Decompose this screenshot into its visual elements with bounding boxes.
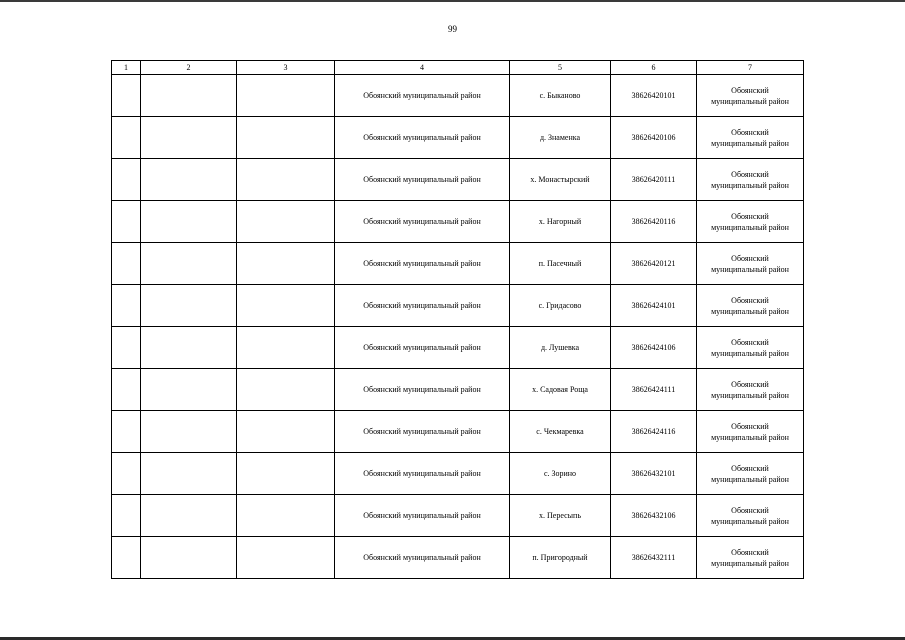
district-cell (697, 369, 804, 411)
oktmo-code-cell: 38626432101 (611, 453, 697, 495)
settlement-cell: с. Зорино (510, 453, 611, 495)
oktmo-code-cell: 38626432111 (611, 537, 697, 579)
district-line-2: муниципальный район (711, 432, 789, 442)
cell-col-3 (237, 117, 335, 159)
district-line-1: Обоянский (731, 169, 769, 179)
settlement-cell: х. Пересыпь (510, 495, 611, 537)
cell-col-3 (237, 369, 335, 411)
cell-col-1 (112, 201, 141, 243)
district-line-1: Обоянский (731, 421, 769, 431)
cell-col-2 (141, 159, 237, 201)
cell-col-3 (237, 411, 335, 453)
municipality-cell: Обоянский муниципальный район (335, 201, 510, 243)
settlement-cell: х. Монастырский (510, 159, 611, 201)
column-header-7: 7 (697, 61, 804, 75)
table-row (112, 327, 804, 369)
district-line-1: Обоянский (731, 295, 769, 305)
oktmo-code-cell: 38626420121 (611, 243, 697, 285)
district-cell (697, 159, 804, 201)
district-line-2: муниципальный район (711, 474, 789, 484)
district-line-2: муниципальный район (711, 516, 789, 526)
cell-col-1 (112, 75, 141, 117)
table-row (112, 117, 804, 159)
column-header-5: 5 (510, 61, 611, 75)
cell-col-2 (141, 537, 237, 579)
district-line-1: Обоянский (731, 547, 769, 557)
district-line-2: муниципальный район (711, 180, 789, 190)
table-row (112, 537, 804, 579)
oktmo-code-cell: 38626424116 (611, 411, 697, 453)
district-line-1: Обоянский (731, 337, 769, 347)
district-line-1: Обоянский (731, 463, 769, 473)
municipality-cell: Обоянский муниципальный район (335, 537, 510, 579)
district-line-2: муниципальный район (711, 222, 789, 232)
cell-col-2 (141, 327, 237, 369)
district-line-2: муниципальный район (711, 348, 789, 358)
cell-col-2 (141, 117, 237, 159)
table-row (112, 159, 804, 201)
district-line-1: Обоянский (731, 505, 769, 515)
oktmo-code-cell: 38626420111 (611, 159, 697, 201)
cell-col-3 (237, 285, 335, 327)
settlement-cell: х. Нагорный (510, 201, 611, 243)
cell-col-1 (112, 453, 141, 495)
district-cell (697, 201, 804, 243)
cell-col-1 (112, 411, 141, 453)
district-line-2: муниципальный район (711, 390, 789, 400)
settlement-cell: д. Знаменка (510, 117, 611, 159)
settlement-cell: д. Лушевка (510, 327, 611, 369)
municipality-cell: Обоянский муниципальный район (335, 411, 510, 453)
settlement-cell: п. Пасечный (510, 243, 611, 285)
cell-col-1 (112, 537, 141, 579)
settlement-cell: с. Гридасово (510, 285, 611, 327)
table-row (112, 453, 804, 495)
column-header-4: 4 (335, 61, 510, 75)
column-header-1: 1 (112, 61, 141, 75)
cell-col-1 (112, 327, 141, 369)
cell-col-3 (237, 201, 335, 243)
municipality-cell: Обоянский муниципальный район (335, 159, 510, 201)
municipality-cell: Обоянский муниципальный район (335, 327, 510, 369)
cell-col-1 (112, 495, 141, 537)
table-row (112, 75, 804, 117)
cell-col-2 (141, 75, 237, 117)
settlement-cell: п. Пригородный (510, 537, 611, 579)
column-header-6: 6 (611, 61, 697, 75)
page-number: 99 (448, 24, 457, 34)
district-line-2: муниципальный район (711, 96, 789, 106)
cell-col-3 (237, 75, 335, 117)
table-row (112, 495, 804, 537)
cell-col-3 (237, 327, 335, 369)
cell-col-1 (112, 159, 141, 201)
table-row (112, 243, 804, 285)
settlement-cell: с. Чекмаревка (510, 411, 611, 453)
district-cell (697, 117, 804, 159)
column-header-3: 3 (237, 61, 335, 75)
municipality-cell: Обоянский муниципальный район (335, 75, 510, 117)
district-cell (697, 285, 804, 327)
municipality-cell: Обоянский муниципальный район (335, 117, 510, 159)
municipality-cell: Обоянский муниципальный район (335, 495, 510, 537)
district-line-2: муниципальный район (711, 306, 789, 316)
table-row (112, 285, 804, 327)
oktmo-code-cell: 38626424111 (611, 369, 697, 411)
district-line-2: муниципальный район (711, 264, 789, 274)
district-line-1: Обоянский (731, 127, 769, 137)
settlement-cell: х. Садовая Роща (510, 369, 611, 411)
cell-col-2 (141, 495, 237, 537)
cell-col-2 (141, 369, 237, 411)
municipality-cell: Обоянский муниципальный район (335, 369, 510, 411)
cell-col-2 (141, 201, 237, 243)
cell-col-3 (237, 537, 335, 579)
cell-col-1 (112, 369, 141, 411)
cell-col-3 (237, 243, 335, 285)
cell-col-3 (237, 495, 335, 537)
table-header-row (112, 61, 804, 75)
table-row (112, 369, 804, 411)
cell-col-3 (237, 453, 335, 495)
oktmo-code-cell: 38626424106 (611, 327, 697, 369)
district-line-1: Обоянский (731, 85, 769, 95)
oktmo-code-cell: 38626420101 (611, 75, 697, 117)
cell-col-2 (141, 453, 237, 495)
settlement-cell: с. Быканово (510, 75, 611, 117)
settlements-table (111, 60, 804, 579)
district-cell (697, 327, 804, 369)
scan-edge-top (0, 0, 905, 2)
oktmo-code-cell: 38626424101 (611, 285, 697, 327)
cell-col-2 (141, 243, 237, 285)
district-line-2: муниципальный район (711, 558, 789, 568)
table-row (112, 201, 804, 243)
cell-col-2 (141, 411, 237, 453)
district-cell (697, 495, 804, 537)
municipality-cell: Обоянский муниципальный район (335, 453, 510, 495)
district-cell (697, 453, 804, 495)
cell-col-2 (141, 285, 237, 327)
district-line-1: Обоянский (731, 211, 769, 221)
cell-col-1 (112, 243, 141, 285)
column-header-2: 2 (141, 61, 237, 75)
district-line-2: муниципальный район (711, 138, 789, 148)
district-cell (697, 537, 804, 579)
district-cell (697, 243, 804, 285)
district-cell (697, 411, 804, 453)
district-line-1: Обоянский (731, 253, 769, 263)
district-cell (697, 75, 804, 117)
cell-col-1 (112, 285, 141, 327)
oktmo-code-cell: 38626432106 (611, 495, 697, 537)
municipality-cell: Обоянский муниципальный район (335, 243, 510, 285)
district-line-1: Обоянский (731, 379, 769, 389)
cell-col-1 (112, 117, 141, 159)
municipality-cell: Обоянский муниципальный район (335, 285, 510, 327)
cell-col-3 (237, 159, 335, 201)
oktmo-code-cell: 38626420116 (611, 201, 697, 243)
table-row (112, 411, 804, 453)
oktmo-code-cell: 38626420106 (611, 117, 697, 159)
